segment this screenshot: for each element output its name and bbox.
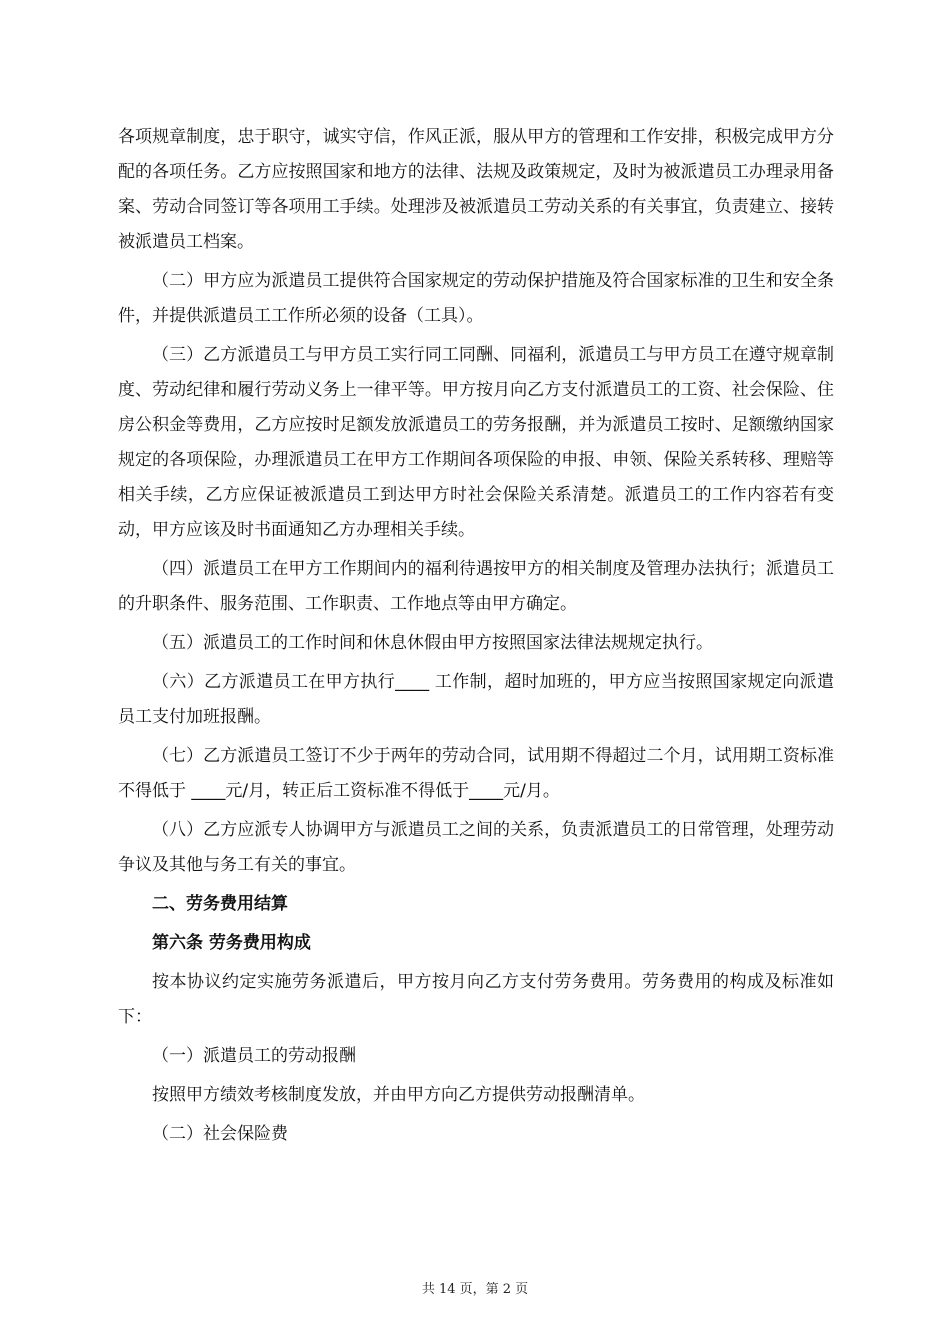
paragraph-item-5-working-hours: （五）派遣员工的工作时间和休息休假由甲方按照国家法律法规规定执行。 [152,633,713,653]
paragraph-fee-item-1-detail: 按照甲方绩效考核制度发放，并由甲方向乙方提供劳动报酬清单。 [152,1085,645,1105]
paragraph-item-2-protection: （二）甲方应为派遣员工提供符合国家规定的劳动保护措施及符合国家标准的卫生和安全条件，并提供派遣员工工作所必须的设备（工具）。 [118,271,834,326]
paragraph-item-8-coordination: （八）乙方应派专人协调甲方与派遣员工之间的关系，负责派遣员工的日常管理，处理劳动争议及其他与务工有关的事宜。 [118,820,834,875]
section-heading-fee-settlement: 二、劳务费用结算 [152,894,288,914]
paragraph-item-4-benefits: （四）派遣员工在甲方工作期间内的福利待遇按甲方的相关制度及管理办法执行；派遣员工的升职条件、服务范围、工作职责、工作地点等由甲方确定。 [118,559,834,614]
paragraph-item-3-equal-pay: （三）乙方派遣员工与甲方员工实行同工同酬、同福利，派遣员工与甲方员工在遵守规章制度、劳动纪律和履行劳动义务上一律平等。甲方按月向乙方支付派遣员工的工资、社会保险、住房公积金等费用，乙方应按时足额发放派遣员工的劳务报酬，并为派遣员工按时、足额缴纳国家规定的各项保险，办理派遣员工在甲方工作期间各项保险的申报、申领、保险关系转移、理赔等相关手续，乙方应保证被派遣员工到达甲方时社会保险关系清楚。派遣员工的工作内容若有变动，甲方应该及时书面通知乙方办理相关手续。 [118,345,834,540]
document-body [118,120,834,1156]
paragraph-fee-item-2: （二）社会保险费 [152,1124,288,1144]
paragraph-fee-item-1: （一）派遣员工的劳动报酬 [152,1046,356,1066]
paragraph-item-6-overtime: （六）乙方派遣员工在甲方执行____ 工作制，超时加班的，甲方应当按照国家规定向派遣员工支付加班报酬。 [118,672,834,727]
paragraph-continued-rules: 各项规章制度，忠于职守，诚实守信，作风正派，服从甲方的管理和工作安排，积极完成甲方分配的各项任务。乙方应按照国家和地方的法律、法规及政策规定，及时为被派遣员工办理录用备案、劳动合同签订等各项用工手续。处理涉及被派遣员工劳动关系的有关事宜，负责建立、接转被派遣员工档案。 [118,127,834,252]
page-footer: 共 14 页，第 2 页 [421,1282,529,1297]
paragraph-item-7-contract-term: （七）乙方派遣员工签订不少于两年的劳动合同，试用期不得超过二个月，试用期工资标准不得低于 ____元/月，转正后工资标准不得低于____元/月。 [118,746,834,801]
article-heading-fee-composition: 第六条 劳务费用构成 [152,933,311,953]
paragraph-fee-intro: 按本协议约定实施劳务派遣后，甲方按月向乙方支付劳务费用。劳务费用的构成及标准如下： [118,972,834,1027]
